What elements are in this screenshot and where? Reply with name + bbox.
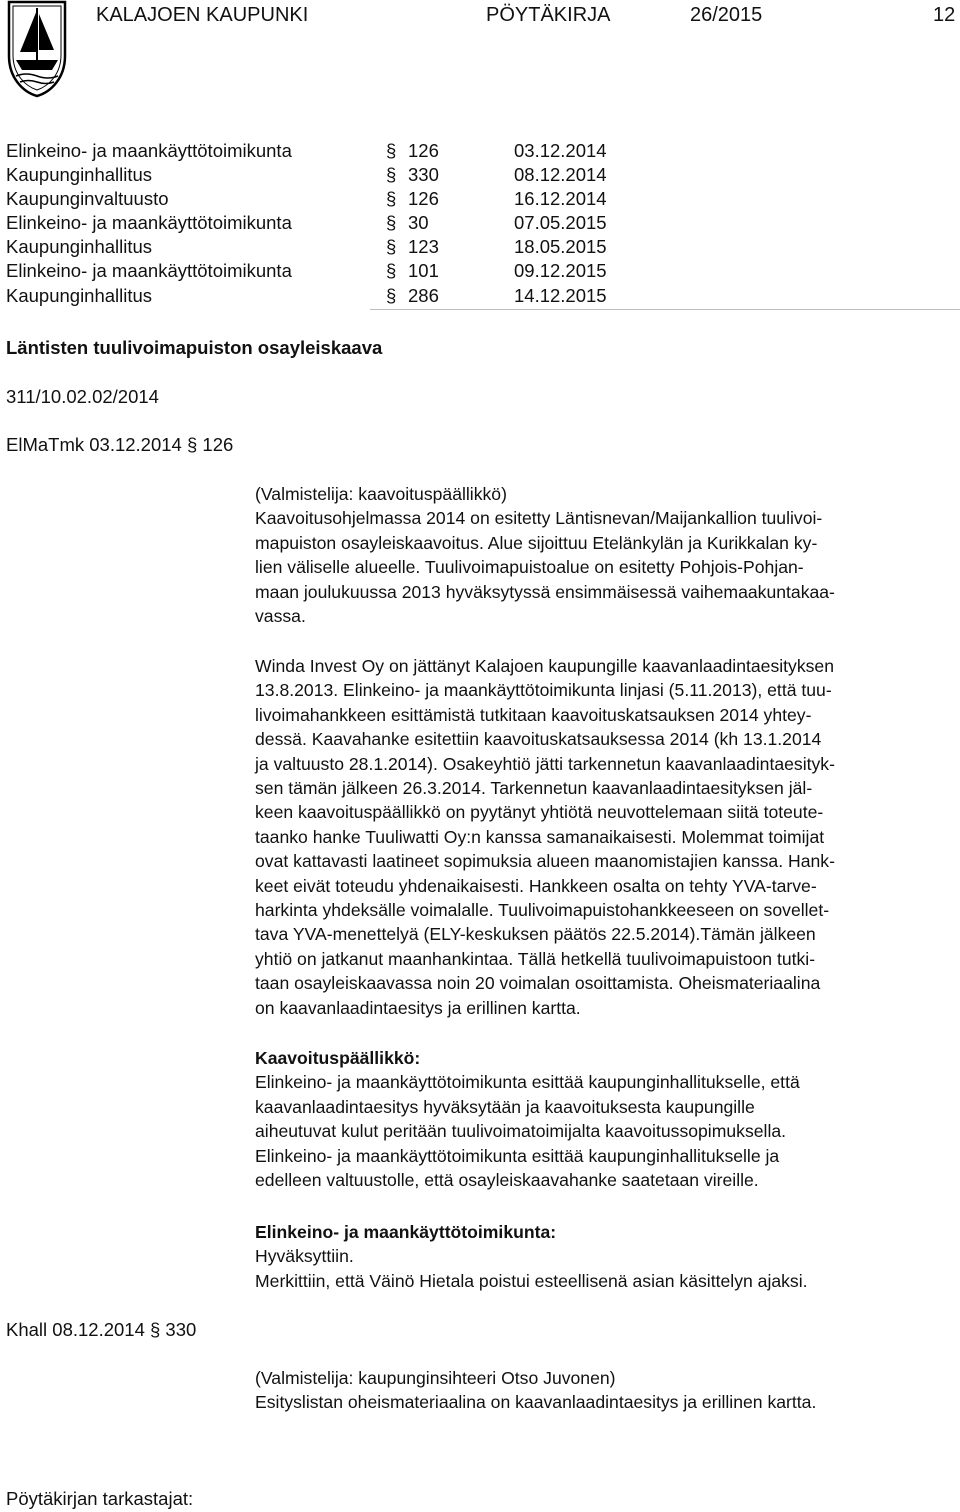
history-row	[6, 163, 706, 187]
section-sign: §	[386, 260, 397, 281]
text-line: taan osayleiskaavassa noin 20 voimalan osoittamista. Oheismateriaalina	[255, 973, 821, 994]
document-number: 26/2015	[690, 4, 763, 26]
matter-title: Läntisten tuulivoimapuiston osayleiskaava	[6, 337, 383, 358]
history-date: 07.05.2015	[514, 212, 607, 233]
khall-reference: Khall 08.12.2014 § 330	[6, 1319, 197, 1340]
text-line: Merkittiin, että Väinö Hietala poistui esteellisenä asian käsittelyn ajaksi.	[255, 1270, 808, 1291]
history-organ: Kaupunginvaltuusto	[6, 188, 169, 209]
text-line: Hyväksyttiin.	[255, 1246, 354, 1267]
history-date: 08.12.2014	[514, 164, 607, 185]
text-line: keen kaavoituspäällikkö on pyytänyt yhtiötä neuvottelemaan siitä toteute-	[255, 802, 824, 823]
history-date: 14.12.2015	[514, 285, 607, 306]
elmatmk-reference: ElMaTmk 03.12.2014 § 126	[6, 434, 234, 455]
text-line: dessä. Kaavahanke esitettiin kaavoituskatsauksessa 2014 (kh 13.1.2014	[255, 729, 822, 750]
history-divider	[370, 309, 960, 310]
preparation-section	[255, 482, 955, 628]
background-paragraph	[255, 654, 955, 1020]
text-line: mapuiston osayleiskaavoitus. Alue sijoittuu Etelänkylän ja Kurikkalan ky-	[255, 532, 818, 553]
section-sign: §	[386, 164, 397, 185]
history-section-number: 101	[408, 260, 439, 281]
history-row	[6, 284, 706, 308]
history-organ: Elinkeino- ja maankäyttötoimikunta	[6, 260, 292, 281]
city-name: KALAJOEN KAUPUNKI	[96, 4, 309, 26]
history-row	[6, 259, 706, 283]
history-date: 03.12.2014	[514, 140, 607, 161]
city-coat-of-arms-logo	[6, 0, 68, 98]
section-sign: §	[386, 188, 397, 209]
section-sign: §	[386, 285, 397, 306]
text-line: yhtiö on jatkanut maanhankintaa. Tällä hetkellä tuulivoimapuistoon tutki-	[255, 948, 816, 969]
section-sign: §	[386, 236, 397, 257]
text-line: Elinkeino- ja maankäyttötoimikunta esittää kaupunginhallitukselle, että	[255, 1072, 800, 1093]
preparer-line: (Valmistelija: kaavoituspäällikkö)	[255, 484, 507, 504]
text-line: livoimahankkeen esittämistä tutkitaan kaavoituskatsauksen 2014 yhtey-	[255, 704, 812, 725]
history-row	[6, 187, 706, 211]
text-line: Elinkeino- ja maankäyttötoimikunta esittää kaupunginhallitukselle ja	[255, 1145, 780, 1166]
text-line: ja valtuusto 28.1.2014). Osakeyhtiö jätti tarkennetun kaavanlaadintaesityk-	[255, 753, 835, 774]
history-row	[6, 211, 706, 235]
section-sign: §	[386, 212, 397, 233]
history-section-number: 286	[408, 285, 439, 306]
history-organ: Kaupunginhallitus	[6, 285, 153, 306]
khall-preparation-section	[255, 1366, 955, 1415]
history-organ: Elinkeino- ja maankäyttötoimikunta	[6, 212, 292, 233]
text-line: Kaavoitusohjelmassa 2014 on esitetty Läntisnevan/Maijankallion tuulivoi-	[255, 508, 823, 529]
history-section-number: 126	[408, 140, 439, 161]
section-sign: §	[386, 140, 397, 161]
proposal-section	[255, 1046, 955, 1192]
text-line: aiheutuvat kulut peritään tuulivoimatoimijalta kaavoitussopimuksella.	[255, 1121, 787, 1142]
history-organ: Kaupunginhallitus	[6, 164, 153, 185]
text-line: Esityslistan oheismateriaalina on kaavanlaadintaesitys ja erillinen kartta.	[255, 1392, 817, 1413]
text-line: vassa.	[255, 606, 306, 627]
decision-section	[255, 1220, 955, 1293]
history-row	[6, 139, 706, 163]
history-section-number: 126	[408, 188, 439, 209]
page-number: 12	[933, 4, 956, 26]
history-section-number: 330	[408, 164, 439, 185]
text-line: keet eivät toteudu yhdenaikaisesti. Hankkeen osalta on tehty YVA-tarve-	[255, 875, 817, 896]
history-section-number: 123	[408, 236, 439, 257]
text-line: maan joulukuussa 2013 hyväksytyssä ensimmäisessä vaihemaakuntakaa-	[255, 581, 835, 602]
text-line: tava YVA-menettelyä (ELY-keskuksen päätös 22.5.2014).Tämän jälkeen	[255, 924, 816, 945]
text-line: sen tämän jälkeen 26.3.2014. Tarkennetun kaavanlaadintaesityksen jäl-	[255, 778, 813, 799]
text-line: on kaavanlaadintaesitys ja erillinen kartta.	[255, 997, 581, 1018]
history-date: 18.05.2015	[514, 236, 607, 257]
text-line: edelleen valtuustolle, että osayleiskaavahanke saatetaan vireille.	[255, 1170, 759, 1191]
text-line: lien väliselle alueelle. Tuulivoimapuistoalue on esitetty Pohjois-Pohjan-	[255, 557, 804, 578]
text-line: Winda Invest Oy on jättänyt Kalajoen kaupungille kaavanlaadintaesityksen	[255, 656, 834, 676]
history-date: 16.12.2014	[514, 188, 607, 209]
history-organ: Kaupunginhallitus	[6, 236, 153, 257]
case-id: 311/10.02.02/2014	[6, 386, 159, 407]
history-row	[6, 235, 706, 259]
text-line: ovat kattavasti laatineet sopimuksia alueen maanomistajien kanssa. Hank-	[255, 851, 835, 872]
history-organ: Elinkeino- ja maankäyttötoimikunta	[6, 140, 292, 161]
minutes-checkers-label: Pöytäkirjan tarkastajat:	[6, 1488, 194, 1509]
text-line: kaavanlaadintaesitys hyväksytään ja kaavoituksesta kaupungille	[255, 1096, 755, 1117]
history-date: 09.12.2015	[514, 260, 607, 281]
text-line: 13.8.2013. Elinkeino- ja maankäyttötoimikunta linjasi (5.11.2013), että tuu-	[255, 680, 832, 701]
text-line: harkinta yhdeksälle voimalalle. Tuulivoimapuistohankkeeseen on sovellet-	[255, 900, 830, 921]
text-line: taanko hanke Tuuliwatti Oy:n kanssa samanaikaisesti. Molemmat toimijat	[255, 826, 825, 847]
proposal-heading: Kaavoituspäällikkö:	[255, 1048, 421, 1068]
document-type: PÖYTÄKIRJA	[486, 4, 611, 26]
decision-heading: Elinkeino- ja maankäyttötoimikunta:	[255, 1222, 557, 1242]
history-section-number: 30	[408, 212, 429, 233]
preparer-line: (Valmistelija: kaupunginsihteeri Otso Juvonen)	[255, 1368, 616, 1388]
